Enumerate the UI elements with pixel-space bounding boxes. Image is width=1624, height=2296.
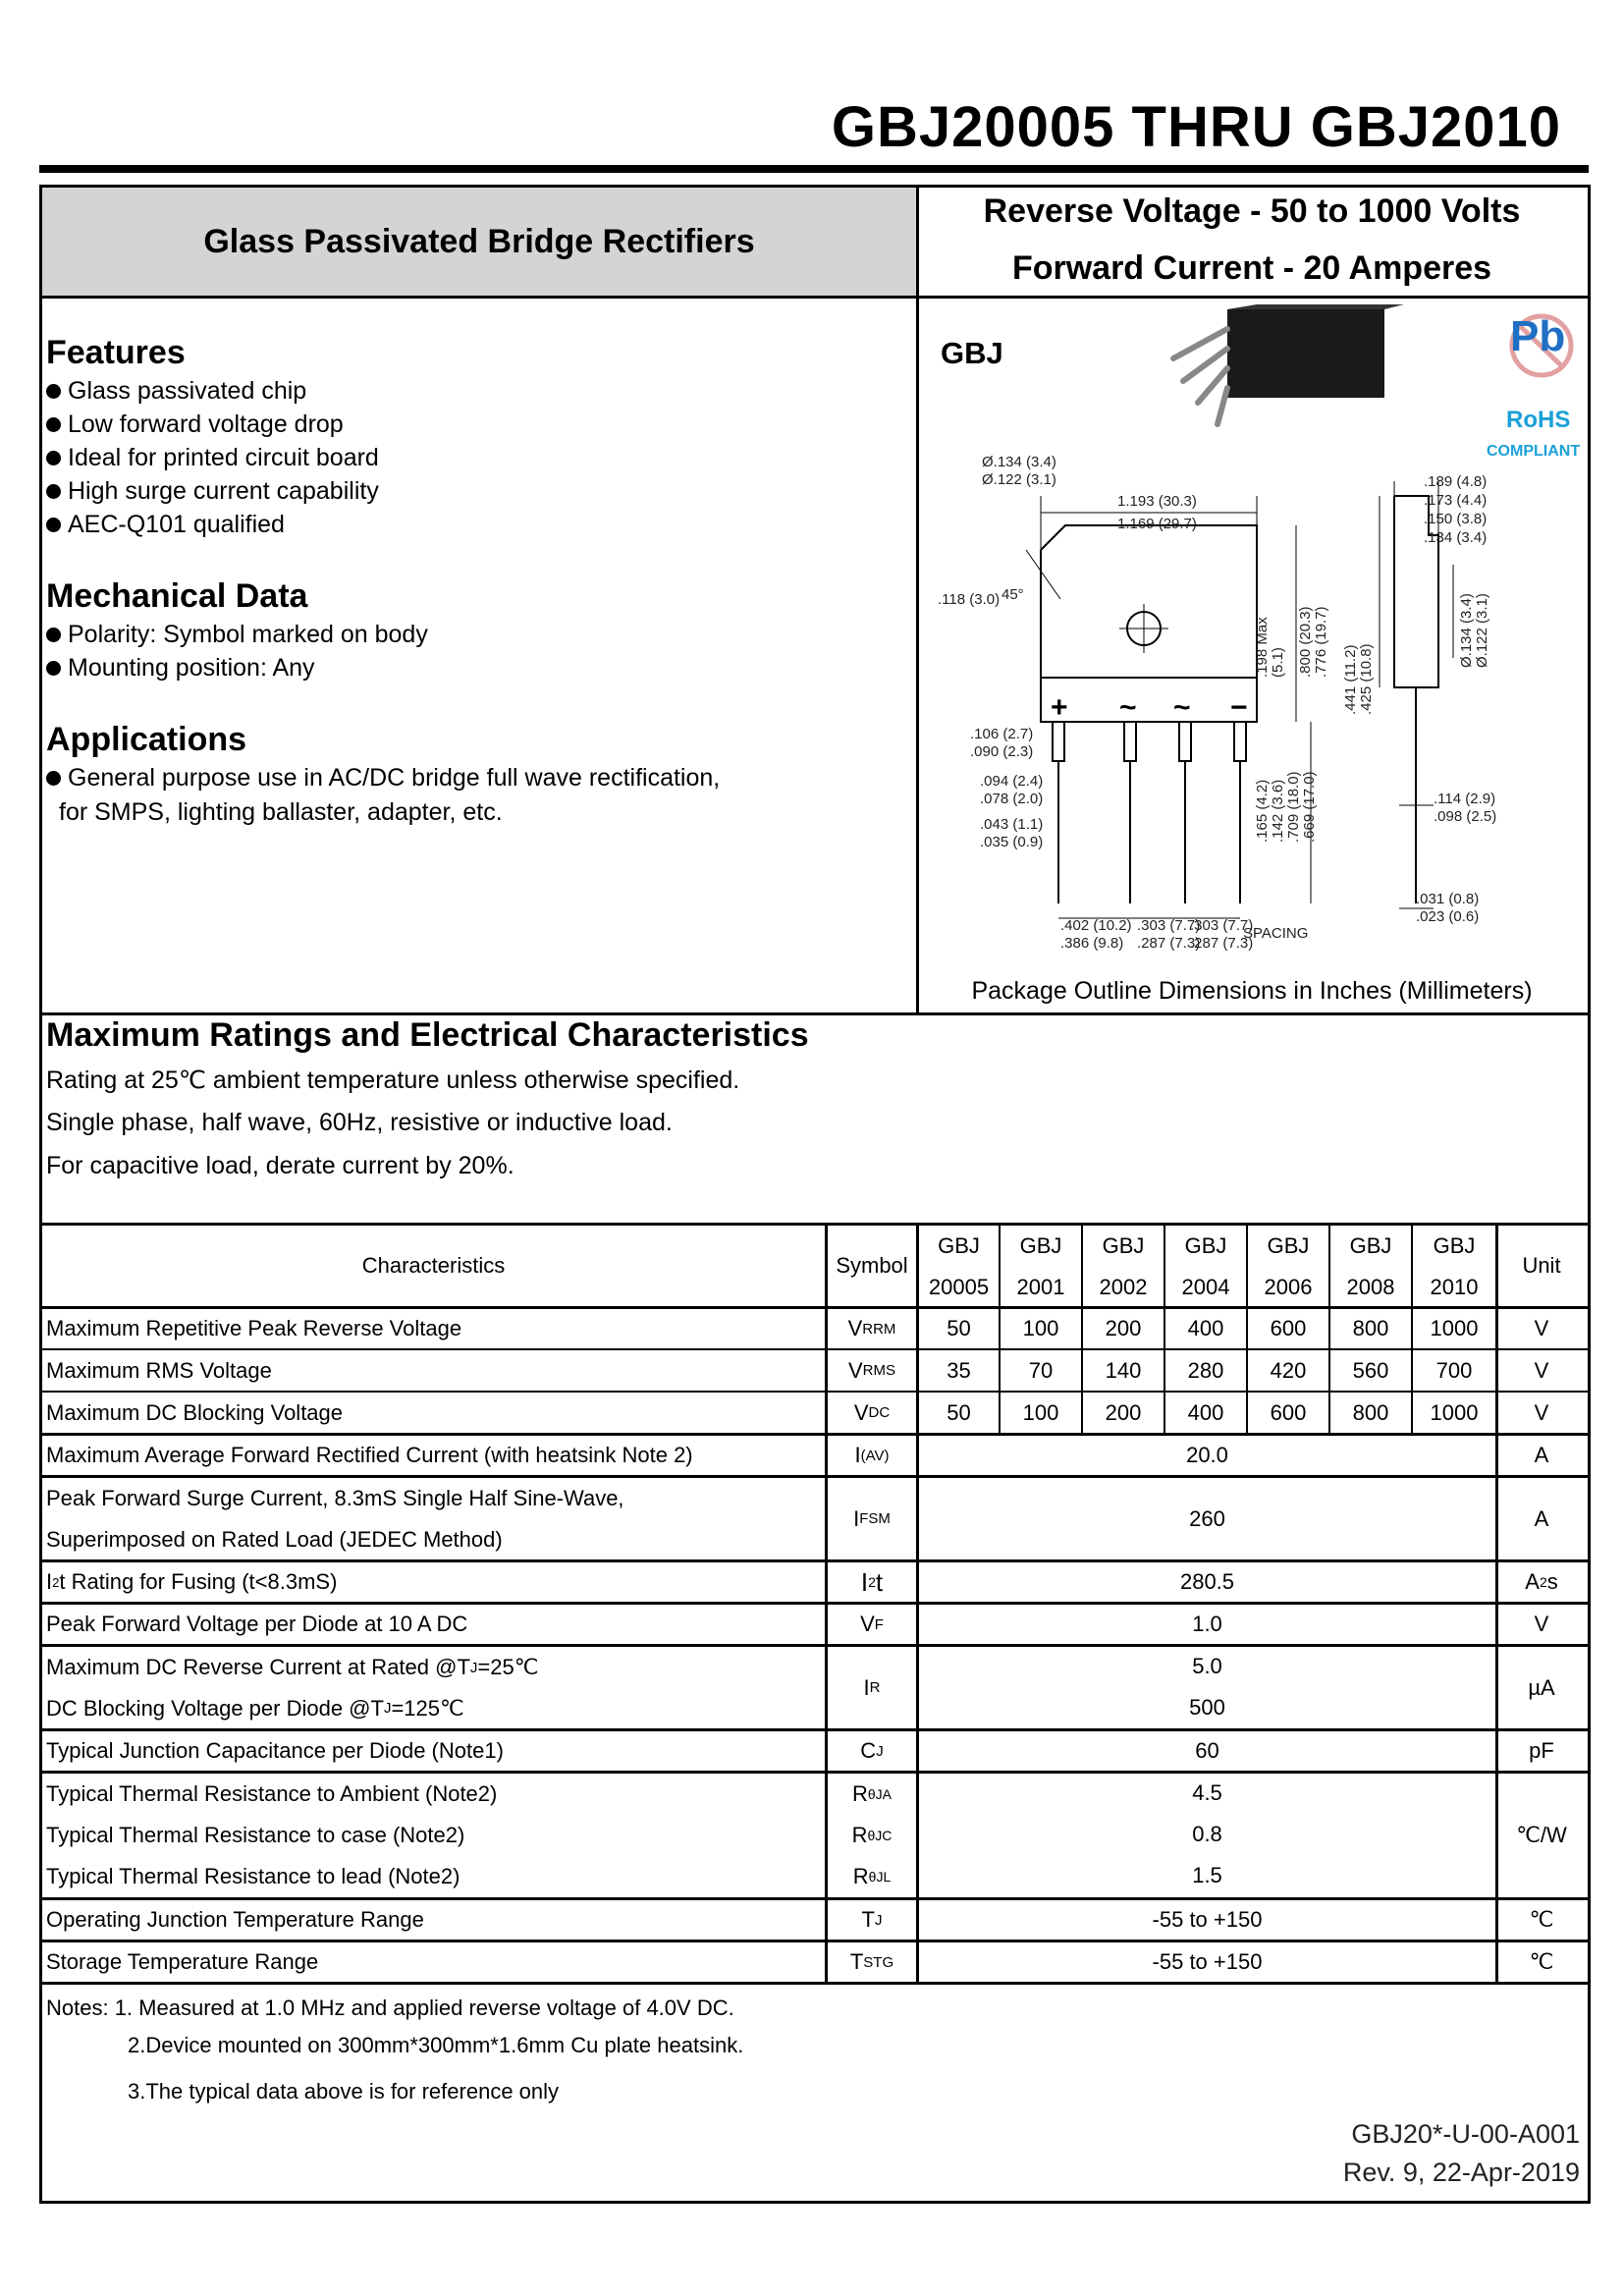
row-label: Maximum DC Reverse Current at Rated @T J =25℃ xyxy=(46,1655,539,1679)
rohs-label: RoHS xyxy=(1506,407,1571,433)
ratings-note: For capacitive load, derate current by 20%. xyxy=(46,1152,514,1179)
dim-label: .709 (18.0) xyxy=(1285,771,1302,843)
dim-label: .090 (2.3) xyxy=(970,743,1034,760)
row-symbol: I 2 t xyxy=(860,1566,884,1597)
feature-item: Glass passivated chip xyxy=(46,377,306,406)
mechanical-title: Mechanical Data xyxy=(46,577,308,615)
dim-label: Ø.122 (3.1) xyxy=(982,471,1056,488)
row-value: 800 xyxy=(1352,1316,1389,1340)
forward-current: Forward Current - 20 Amperes xyxy=(1011,249,1492,287)
col-header-unit: Unit xyxy=(1522,1253,1561,1278)
feature-item: AEC-Q101 qualified xyxy=(46,511,285,539)
row-value: 100 xyxy=(1022,1399,1059,1425)
dim-label: .098 (2.5) xyxy=(1434,808,1497,825)
row-label: Peak Forward Voltage per Diode at 10 A DC xyxy=(46,1612,468,1636)
part-number-bottom: 2001 xyxy=(1016,1275,1065,1299)
package-name: GBJ xyxy=(941,336,1003,370)
note-1: Notes: 1. Measured at 1.0 MHz and applied reverse voltage of 4.0V DC. xyxy=(46,1995,734,2020)
row-value: 420 xyxy=(1270,1357,1307,1383)
revision: Rev. 9, 22-Apr-2019 xyxy=(1342,2158,1580,2187)
dim-label: .023 (0.6) xyxy=(1416,908,1480,925)
part-number-top: GBJ xyxy=(1019,1233,1062,1258)
row-value: 700 xyxy=(1435,1357,1473,1383)
dim-label: .118 (3.0) xyxy=(938,591,1001,608)
row-value: 1.0 xyxy=(1192,1612,1222,1636)
dim-label: .303 (7.7) xyxy=(1190,917,1254,934)
row-symbol: V F xyxy=(860,1612,884,1636)
row-label: Typical Junction Capacitance per Diode (Note1) xyxy=(46,1738,504,1763)
row-label: Maximum DC Blocking Voltage xyxy=(46,1399,344,1425)
row-value: -55 to +150 xyxy=(1152,1907,1263,1932)
feature-item: Low forward voltage drop xyxy=(46,410,344,439)
component-illustration xyxy=(1159,304,1414,432)
rohs-pb: Pb xyxy=(1510,312,1566,360)
row-value: 600 xyxy=(1270,1399,1307,1425)
row-label: Typical Thermal Resistance to Ambient (Note2) xyxy=(46,1781,498,1806)
row-symbol: V RRM xyxy=(847,1316,896,1340)
dim-label: .669 (17.0) xyxy=(1301,771,1318,843)
row-symbol: V RMS xyxy=(847,1357,896,1383)
dim-label: Ø.122 (3.1) xyxy=(1474,593,1490,668)
row-unit: A 2 s xyxy=(1525,1569,1558,1594)
row-symbol: R θJA xyxy=(851,1781,892,1806)
row-value: 1000 xyxy=(1430,1399,1479,1425)
pin-plus-mark: + xyxy=(1051,691,1068,724)
row-label: Typical Thermal Resistance to lead (Note2) xyxy=(46,1864,460,1888)
dim-label: .189 (4.8) xyxy=(1424,473,1488,490)
part-number-bottom: 20005 xyxy=(928,1275,990,1299)
row-unit: A xyxy=(1534,1443,1549,1467)
row-unit: V xyxy=(1534,1357,1549,1383)
row-label: Maximum Average Forward Rectified Current (with heatsink Note 2) xyxy=(46,1443,693,1467)
row-value: 260 xyxy=(1189,1505,1225,1531)
row-symbol: R θJC xyxy=(851,1823,893,1847)
row-value: 200 xyxy=(1105,1316,1142,1340)
ratings-note: Single phase, half wave, 60Hz, resistive or inductive load. xyxy=(46,1109,673,1136)
dim-label: .402 (10.2) xyxy=(1060,917,1132,934)
row-symbol: T J xyxy=(861,1907,883,1932)
divider xyxy=(42,1012,1588,1015)
row-symbol: I FSM xyxy=(853,1505,891,1531)
row-value: 0.8 xyxy=(1192,1822,1222,1846)
row-unit: V xyxy=(1534,1399,1549,1425)
dim-label: .441 (11.2) xyxy=(1342,644,1359,715)
dim-label: .425 (10.8) xyxy=(1358,643,1375,715)
part-number-top: GBJ xyxy=(1267,1233,1310,1258)
row-value: 400 xyxy=(1187,1399,1224,1425)
title-rule xyxy=(39,165,1589,173)
part-number-bottom: 2004 xyxy=(1181,1275,1230,1299)
mechanical-item: Mounting position: Any xyxy=(46,654,315,683)
row-value: -55 to +150 xyxy=(1152,1949,1263,1974)
row-label: Superimposed on Rated Load (JEDEC Method) xyxy=(46,1526,503,1552)
mechanical-item: Polarity: Symbol marked on body xyxy=(46,621,428,649)
applications-title: Applications xyxy=(46,721,247,758)
row-unit: ℃/W xyxy=(1516,1823,1567,1847)
dim-label: .078 (2.0) xyxy=(980,791,1044,807)
row-unit: pF xyxy=(1529,1738,1554,1763)
dim-label: .106 (2.7) xyxy=(970,726,1034,742)
row-label: I 2 t Rating for Fusing (t<8.3mS) xyxy=(46,1569,338,1594)
dim-label: .776 (19.7) xyxy=(1313,606,1329,678)
dim-label: .165 (4.2) xyxy=(1254,779,1271,843)
note-2: 2.Device mounted on 300mm*300mm*1.6mm Cu plate heatsink. xyxy=(128,2033,744,2057)
col-header-symbol: Symbol xyxy=(836,1253,908,1278)
dim-label: .031 (0.8) xyxy=(1416,891,1480,907)
row-label: Maximum Repetitive Peak Reverse Voltage xyxy=(46,1316,462,1340)
part-number-bottom: 2006 xyxy=(1264,1275,1313,1299)
rohs-logo xyxy=(1487,312,1587,460)
row-value: 50 xyxy=(947,1316,971,1340)
dim-label: .150 (3.8) xyxy=(1424,511,1488,527)
dim-label: 1.193 (30.3) xyxy=(1117,493,1197,510)
reverse-voltage: Reverse Voltage - 50 to 1000 Volts xyxy=(983,192,1521,230)
package-outline-drawing xyxy=(933,442,1581,962)
application-item-cont: for SMPS, lighting ballaster, adapter, etc. xyxy=(59,798,503,826)
col-header-characteristics: Characteristics xyxy=(361,1253,506,1278)
dim-label: .043 (1.1) xyxy=(980,816,1044,833)
dim-label: .035 (0.9) xyxy=(980,834,1044,850)
row-unit: V xyxy=(1534,1316,1549,1340)
divider xyxy=(916,188,919,1012)
row-value: 140 xyxy=(1105,1357,1142,1383)
dim-label: SPACING xyxy=(1243,925,1309,942)
row-label: Typical Thermal Resistance to case (Note2) xyxy=(46,1823,465,1847)
part-number-top: GBJ xyxy=(1184,1233,1227,1258)
row-value: 5.0 xyxy=(1192,1654,1222,1678)
row-value: 1000 xyxy=(1430,1316,1479,1340)
dim-label: (5.1) xyxy=(1270,647,1286,678)
row-value: 60 xyxy=(1195,1738,1219,1763)
row-label: Peak Forward Surge Current, 8.3mS Single Half Sine-Wave, xyxy=(46,1486,624,1510)
dim-label: .173 (4.4) xyxy=(1424,492,1488,509)
dim-label: .114 (2.9) xyxy=(1434,791,1496,807)
dim-label: .287 (7.3) xyxy=(1190,935,1254,952)
row-value: 70 xyxy=(1028,1357,1054,1383)
rohs-compliant: COMPLIANT xyxy=(1487,443,1581,460)
row-value: 50 xyxy=(947,1399,971,1425)
part-number-top: GBJ xyxy=(1433,1233,1476,1258)
row-unit: A xyxy=(1534,1505,1549,1531)
row-unit: µA xyxy=(1528,1674,1555,1700)
ratings-title: Maximum Ratings and Electrical Characteristics xyxy=(46,1016,809,1054)
part-number-bottom: 2002 xyxy=(1099,1275,1148,1299)
row-unit: V xyxy=(1534,1612,1549,1636)
row-value: 35 xyxy=(947,1357,971,1383)
row-value: 100 xyxy=(1022,1316,1059,1340)
dim-label: .303 (7.7) xyxy=(1137,917,1201,934)
dim-label: .287 (7.3) xyxy=(1137,935,1201,952)
row-value: 600 xyxy=(1270,1316,1307,1340)
note-3: 3.The typical data above is for reference only xyxy=(128,2079,560,2104)
dim-label: .386 (9.8) xyxy=(1060,935,1124,952)
row-unit: ℃ xyxy=(1529,1907,1554,1932)
page-title: GBJ20005 THRU GBJ2010 xyxy=(831,95,1561,159)
part-number-top: GBJ xyxy=(938,1233,980,1258)
pin-ac-mark: ~ xyxy=(1119,691,1137,724)
row-symbol: I R xyxy=(863,1674,881,1700)
part-number-top: GBJ xyxy=(1349,1233,1392,1258)
package-caption: Package Outline Dimensions in Inches (Millimeters) xyxy=(971,977,1533,1005)
row-symbol: T STG xyxy=(849,1949,894,1974)
row-symbol: V DC xyxy=(853,1399,891,1425)
feature-item: Ideal for printed circuit board xyxy=(46,444,379,472)
doc-id: GBJ20*-U-00-A001 xyxy=(1351,2119,1580,2149)
part-number-bottom: 2008 xyxy=(1346,1275,1395,1299)
row-symbol: R θJL xyxy=(852,1864,892,1888)
row-value: 280 xyxy=(1187,1357,1224,1383)
row-value: 800 xyxy=(1352,1399,1389,1425)
row-label: DC Blocking Voltage per Diode @T J =125℃ xyxy=(46,1695,464,1721)
dim-label: Ø.134 (3.4) xyxy=(982,454,1056,470)
feature-item: High surge current capability xyxy=(46,477,379,506)
product-type: Glass Passivated Bridge Rectifiers xyxy=(42,188,916,296)
ratings-note: Rating at 25℃ ambient temperature unless otherwise specified. xyxy=(46,1066,740,1094)
row-value: 20.0 xyxy=(1186,1443,1228,1467)
dim-label: 1.169 (29.7) xyxy=(1117,516,1197,532)
row-value: 200 xyxy=(1105,1399,1142,1425)
row-value: 500 xyxy=(1189,1695,1225,1720)
part-number-bottom: 2010 xyxy=(1430,1275,1479,1299)
row-label: Maximum RMS Voltage xyxy=(46,1357,272,1383)
features-title: Features xyxy=(46,334,186,371)
pin-ac-mark: ~ xyxy=(1173,691,1191,724)
row-value: 280.5 xyxy=(1179,1569,1235,1594)
application-item: General purpose use in AC/DC bridge full wave rectification, xyxy=(46,764,720,793)
row-value: 1.5 xyxy=(1192,1863,1222,1887)
dim-label: .800 (20.3) xyxy=(1297,606,1314,678)
row-symbol: I (AV) xyxy=(854,1443,890,1467)
row-value: 560 xyxy=(1352,1357,1389,1383)
divider xyxy=(42,296,1588,299)
row-label: Operating Junction Temperature Range xyxy=(46,1907,424,1932)
dim-label: .094 (2.4) xyxy=(980,773,1044,790)
part-number-top: GBJ xyxy=(1102,1233,1145,1258)
dim-label: 45° xyxy=(1001,586,1024,603)
dim-label: Ø.134 (3.4) xyxy=(1458,593,1475,668)
row-value: 4.5 xyxy=(1192,1780,1222,1805)
pin-minus-mark: − xyxy=(1230,691,1248,724)
row-symbol: C J xyxy=(860,1738,884,1763)
row-label: Storage Temperature Range xyxy=(46,1949,319,1974)
dim-label: .142 (3.6) xyxy=(1270,779,1286,843)
dim-label: .198 Max xyxy=(1254,617,1271,678)
dim-label: .134 (3.4) xyxy=(1424,529,1488,546)
row-value: 400 xyxy=(1187,1316,1224,1340)
row-unit: ℃ xyxy=(1529,1949,1554,1974)
